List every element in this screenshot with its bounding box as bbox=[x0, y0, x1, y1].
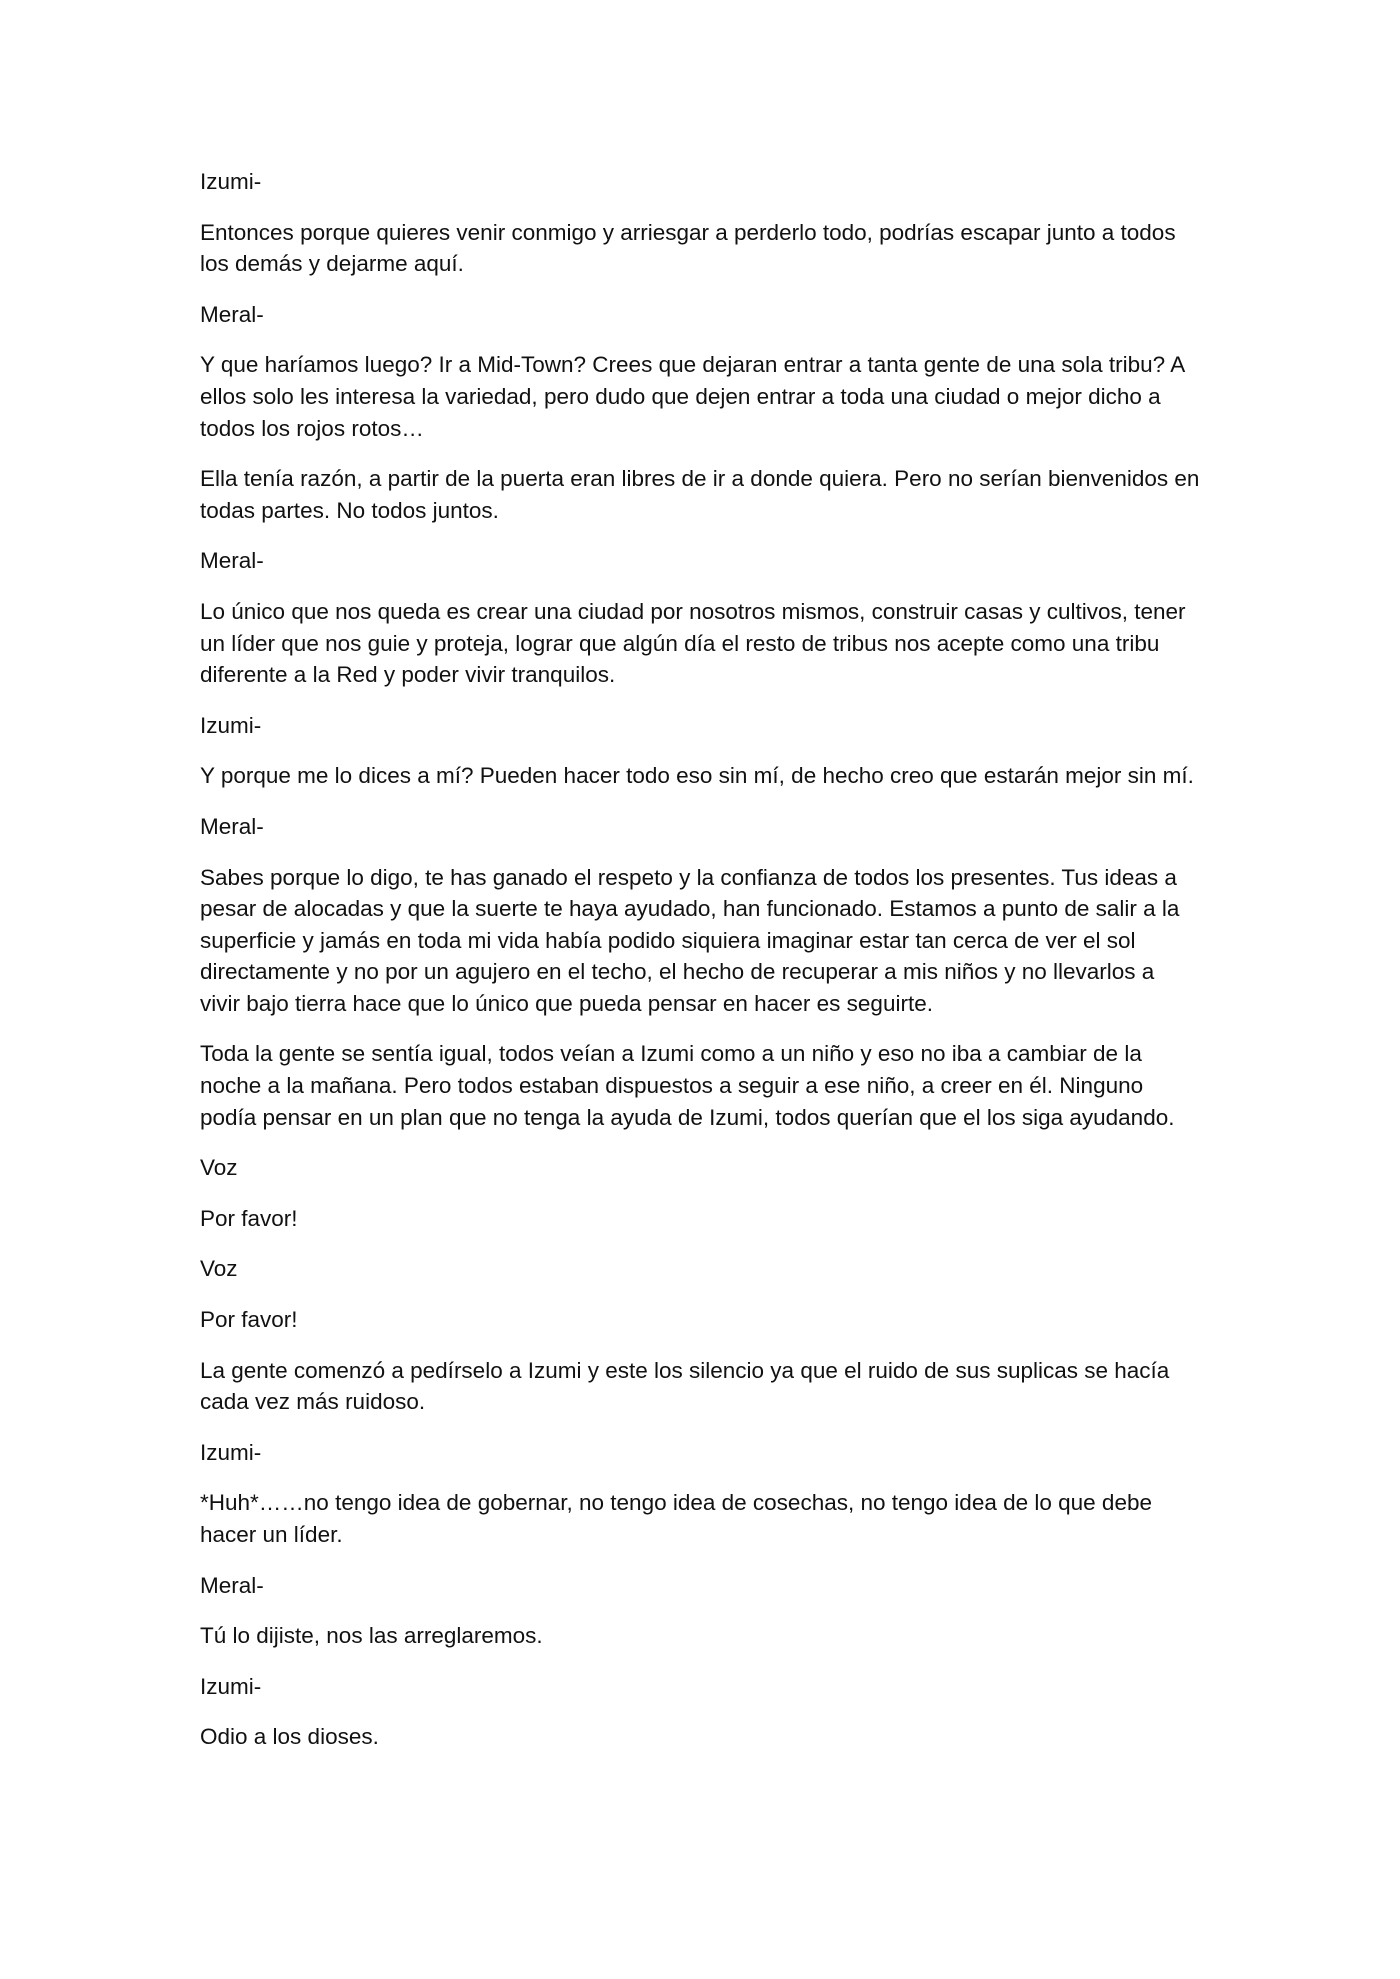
speaker-label: Izumi- bbox=[200, 712, 262, 738]
dialogue-paragraph: Odio a los dioses. bbox=[200, 1724, 379, 1750]
speaker-label: Voz bbox=[200, 1155, 238, 1181]
document-body bbox=[200, 166, 1200, 1772]
speaker-label: Izumi- bbox=[200, 169, 262, 194]
dialogue-paragraph: *Huh*……no tengo idea de gobernar, no tengo idea de cosechas, no tengo idea de lo que debe hacer un líder. bbox=[200, 1490, 1152, 1547]
dialogue-paragraph: Entonces porque quieres venir conmigo y arriesgar a perderlo todo, podrías escapar junto a todos los demás y dejarme aquí. bbox=[200, 219, 1176, 277]
narration-paragraph: Ella tenía razón, a partir de la puerta eran libres de ir a donde quiera. Pero no serían bienvenidos en todas partes. No todos juntos. bbox=[200, 466, 1200, 523]
speaker-label: Meral- bbox=[200, 301, 264, 327]
speaker-label: Meral- bbox=[200, 548, 264, 574]
dialogue-paragraph: Y que haríamos luego? Ir a Mid-Town? Crees que dejaran entrar a tanta gente de una sola tribu? A ellos solo les interesa la variedad, pero dudo que dejen entrar a toda una ciudad o mejor dicho a todos los rojos rotos… bbox=[200, 352, 1184, 441]
dialogue-paragraph: Tú lo dijiste, nos las arreglaremos. bbox=[200, 1623, 543, 1649]
speaker-label: Voz bbox=[200, 1256, 238, 1282]
speaker-label: Meral- bbox=[200, 813, 264, 839]
speaker-label: Izumi- bbox=[200, 1673, 262, 1699]
narration-paragraph: La gente comenzó a pedírselo a Izumi y este los silencio ya que el ruido de sus suplicas se hacía cada vez más ruidoso. bbox=[200, 1357, 1170, 1415]
dialogue-paragraph: Y porque me lo dices a mí? Pueden hacer todo eso sin mí, de hecho creo que estarán mejor sin mí. bbox=[200, 763, 1194, 789]
dialogue-paragraph: Lo único que nos queda es crear una ciudad por nosotros mismos, construir casas y cultivos, tener un líder que nos guie y proteja, lograr que algún día el resto de tribus nos acepte como una tribu diferente a la Red y poder vivir tranquilos. bbox=[200, 598, 1186, 688]
speaker-label: Izumi- bbox=[200, 1439, 262, 1465]
speaker-label: Meral- bbox=[200, 1572, 264, 1598]
dialogue-paragraph: Por favor! bbox=[200, 1205, 298, 1231]
dialogue-paragraph: Por favor! bbox=[200, 1307, 298, 1333]
narration-paragraph: Toda la gente se sentía igual, todos veían a Izumi como a un niño y eso no iba a cambiar de la noche a la mañana. Pero todos estaban dispuestos a seguir a ese niño, a creer en él. Ninguno podía pensar en un plan que no tenga la ayuda de Izumi, todos querían que el los siga ayudando. bbox=[200, 1041, 1175, 1130]
dialogue-paragraph: Sabes porque lo digo, te has ganado el respeto y la confianza de todos los presentes. Tus ideas a pesar de alocadas y que la suerte te haya ayudado, han funcionado. Estamos a punto de salir a la superficie y jamás en toda mi vida había podido siquiera imaginar estar tan cerca de ver el sol directamente y no por un agujero en el techo, el hecho de recuperar a mis niños y no llevarlos a vivir bajo tierra hace que lo único que pueda pensar en hacer es seguirte. bbox=[200, 864, 1180, 1016]
